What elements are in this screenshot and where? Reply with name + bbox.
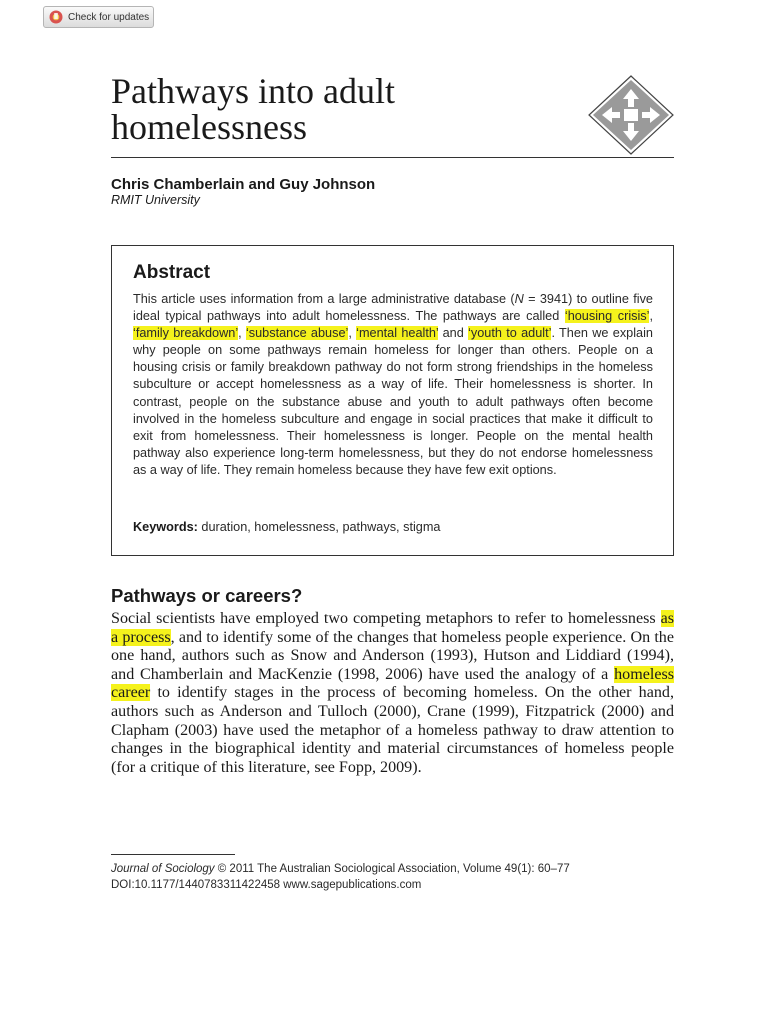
section-heading: Pathways or careers? — [111, 585, 303, 606]
abstract-separator: , — [238, 326, 246, 341]
keywords-label: Keywords: — [133, 520, 198, 534]
highlight-housing-crisis: ‘housing crisis’ — [564, 309, 650, 324]
copyright-line: © 2011 The Australian Sociological Association, Volume 49(1): 60–77 — [214, 863, 570, 875]
abstract-heading: Abstract — [133, 262, 211, 283]
check-for-updates-label: Check for updates — [68, 11, 150, 23]
article-affiliation: RMIT University — [111, 193, 200, 207]
highlight-family-breakdown: ‘family breakdown’ — [133, 326, 239, 341]
abstract-text-part: = 3941) to outline five ideal typical pathways into adult homelessness. The pathways are called — [133, 292, 653, 324]
footnote — [111, 861, 691, 893]
body-text-part: Social scientists have employed two competing metaphors to refer to homelessness — [111, 610, 661, 627]
crossmark-icon — [49, 10, 63, 24]
highlight-as-a-process: as a process — [111, 610, 674, 646]
sample-size-symbol: N — [514, 292, 524, 306]
footnote-rule — [111, 854, 235, 855]
abstract-separator: and — [438, 326, 469, 341]
highlight-homeless-career: homeless career — [111, 665, 674, 702]
journal-logo — [588, 75, 674, 155]
body-text-part: , and to identify some of the changes that homeless people experience. On the one hand, authors such as Snow and Anderson (1993), Hutson and Liddiard (1994), and Chamberlain and MacKenzie (1998, 2006) have used the analogy of a — [111, 628, 674, 683]
keywords — [133, 520, 440, 534]
article-title: Pathways into adult homelessness — [111, 71, 395, 147]
doi-line: DOI:10.1177/1440783311422458 www.sagepublications.com — [111, 879, 422, 891]
article-authors: Chris Chamberlain and Guy Johnson — [111, 176, 376, 193]
abstract-separator: , — [649, 309, 653, 324]
abstract-text-part: . Then we explain why people on some pathways remain homeless for longer than others. People on a housing crisis or family breakdown pathway do not form strong friendships in the homeless subculture or accept homelessness as a way of life. Their homelessness is shorter. In contrast, people on the substance abuse and youth to adult pathways often become involved in the homeless subculture and engage in social practices that make it difficult to exit from homelessness. Their homelessness is longer. People on the mental health pathway also experience long-term homelessness, but they do not endorse homelessness as a way of life. They remain homeless because they have few exit options. — [133, 326, 653, 477]
abstract-text-part: This article uses information from a large administrative database ( — [133, 292, 515, 306]
journal-name: Journal of Sociology — [111, 863, 215, 875]
keywords-list: duration, homelessness, pathways, stigma — [197, 520, 441, 534]
check-for-updates-button[interactable] — [43, 6, 154, 28]
title-rule — [111, 157, 674, 158]
abstract-separator: , — [348, 326, 357, 341]
abstract-text — [133, 291, 653, 479]
highlight-youth-to-adult: ‘youth to adult’ — [468, 326, 552, 341]
highlight-substance-abuse: ‘substance abuse’ — [245, 326, 349, 341]
highlight-mental-health: ‘mental health’ — [356, 326, 439, 341]
section-body — [111, 610, 674, 777]
abstract-box — [111, 245, 674, 556]
body-text-part: to identify stages in the process of becoming homeless. On the other hand, authors such as Anderson and Tulloch (2000), Crane (1999), Fitzpatrick (2000) and Clapham (2003) have used the metaphor of a homeless pathway to draw attention to changes in the biographical identity and material circumstances of homeless people (for a critique of this literature, see Fopp, 2009). — [111, 684, 674, 776]
